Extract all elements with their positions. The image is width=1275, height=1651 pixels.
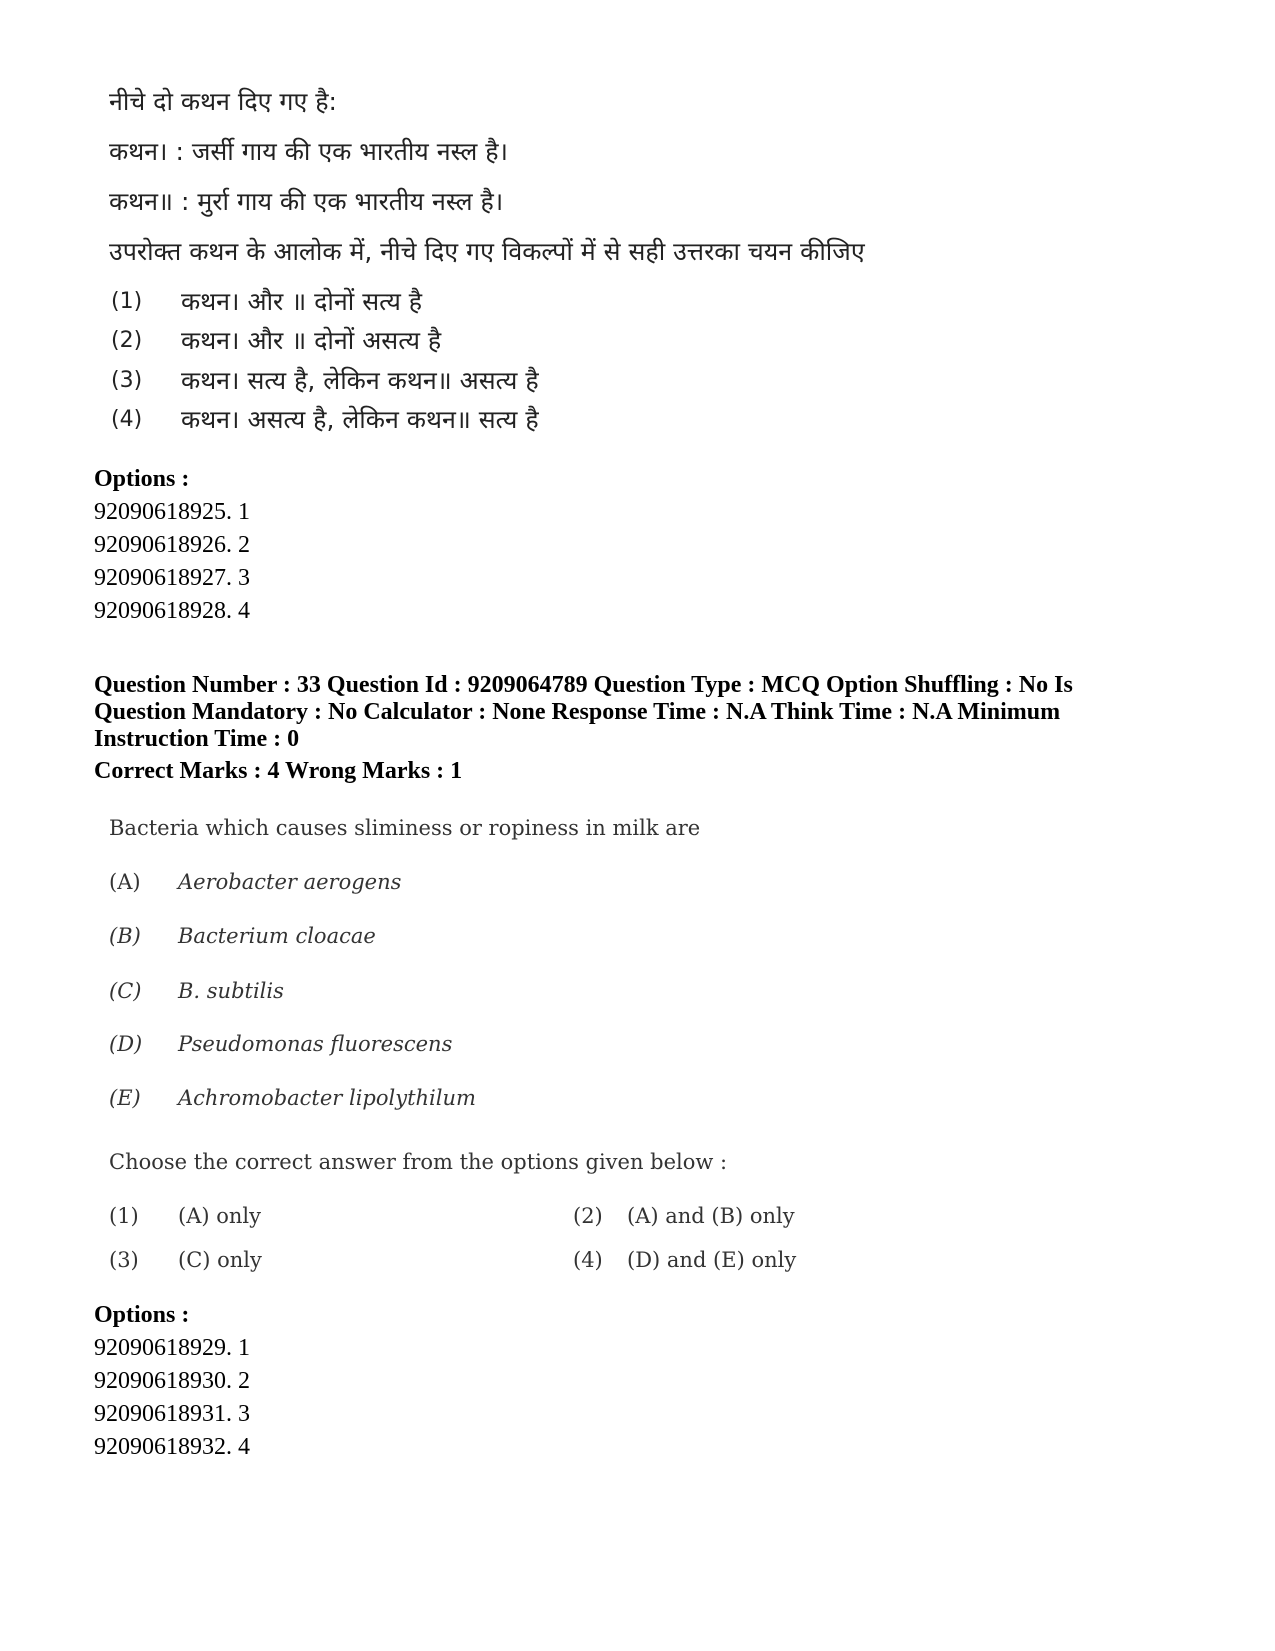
- item-text: Pseudomonas fluorescens: [178, 1032, 453, 1056]
- item-text: B. subtilis: [178, 979, 284, 1003]
- choose-instruction: Choose the correct answer from the options given below :: [109, 1150, 728, 1174]
- option-id: 92090618930. 2: [94, 1368, 250, 1394]
- hindi-choice-text: कथन। असत्य है, लेकिन कथन॥ सत्य है: [181, 405, 539, 434]
- option-id: 92090618926. 2: [94, 532, 250, 558]
- question-marks: Correct Marks : 4 Wrong Marks : 1: [94, 758, 463, 784]
- hindi-statement-1: कथन। : जर्सी गाय की एक भारतीय नस्ल है।: [109, 137, 508, 166]
- answer-number: (2): [573, 1204, 603, 1228]
- option-id: 92090618931. 3: [94, 1401, 250, 1427]
- answer-number: (3): [109, 1248, 139, 1272]
- item-label: (D): [109, 1032, 143, 1056]
- option-id: 92090618927. 3: [94, 565, 250, 591]
- question-header: Question Number : 33 Question Id : 9209064789 Question Type : MCQ Option Shuffling : No Is: [94, 672, 1073, 698]
- option-id: 92090618928. 4: [94, 598, 250, 624]
- answer-number: (1): [109, 1204, 139, 1228]
- question-header: Instruction Time : 0: [94, 726, 300, 752]
- question-stem: Bacteria which causes sliminess or ropiness in milk are: [109, 816, 701, 840]
- hindi-choice-number: (2): [111, 328, 143, 353]
- item-label: (C): [109, 979, 142, 1003]
- answer-number: (4): [573, 1248, 603, 1272]
- option-id: 92090618929. 1: [94, 1335, 250, 1361]
- hindi-choice-number: (3): [111, 368, 143, 393]
- item-label: (B): [109, 924, 141, 948]
- options-label: Options :: [94, 1302, 190, 1328]
- hindi-instruction: उपरोक्त कथन के आलोक में, नीचे दिए गए विकल्पों में से सही उत्तरका चयन कीजिए: [109, 237, 865, 266]
- question-header: Question Mandatory : No Calculator : None Response Time : N.A Think Time : N.A Minimum: [94, 699, 1061, 725]
- answer-text: (A) only: [178, 1204, 261, 1228]
- hindi-statement-2: कथन॥ : मुर्रा गाय की एक भारतीय नस्ल है।: [109, 187, 504, 216]
- answer-text: (C) only: [178, 1248, 262, 1272]
- item-text: Achromobacter lipolythilum: [178, 1086, 476, 1110]
- item-text: Bacterium cloacae: [178, 924, 376, 948]
- answer-text: (D) and (E) only: [627, 1248, 797, 1272]
- hindi-choice-number: (4): [111, 407, 143, 432]
- option-id: 92090618932. 4: [94, 1434, 250, 1460]
- hindi-choice-text: कथन। और ॥ दोनों असत्य है: [181, 326, 442, 355]
- options-label: Options :: [94, 466, 190, 492]
- item-label: (E): [109, 1086, 141, 1110]
- hindi-intro: नीचे दो कथन दिए गए है:: [109, 87, 337, 116]
- answer-text: (A) and (B) only: [627, 1204, 795, 1228]
- hindi-choice-number: (1): [111, 289, 143, 314]
- item-label: (A): [109, 870, 141, 894]
- hindi-choice-text: कथन। सत्य है, लेकिन कथन॥ असत्य है: [181, 366, 539, 395]
- hindi-choice-text: कथन। और ॥ दोनों सत्य है: [181, 287, 423, 316]
- option-id: 92090618925. 1: [94, 499, 250, 525]
- item-text: Aerobacter aerogens: [178, 870, 402, 894]
